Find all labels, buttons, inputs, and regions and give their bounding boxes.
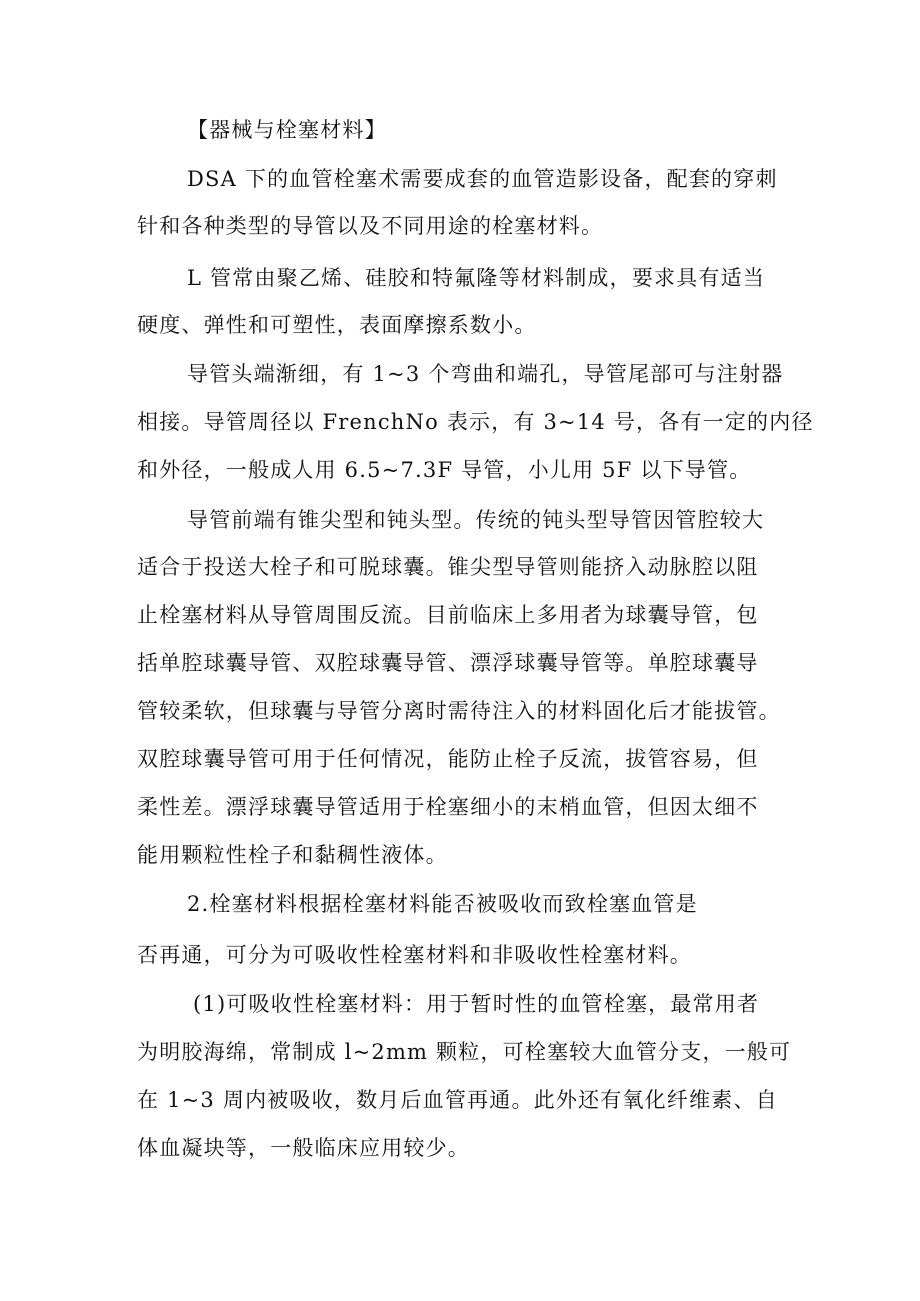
paragraph-line: 针和各种类型的导管以及不同用途的栓塞材料。: [137, 214, 604, 238]
paragraph-line: 止栓塞材料从导管周围反流。目前临床上多用者为球囊导管，包: [137, 603, 759, 627]
paragraph-line: 导管前端有锥尖型和钝头型。传统的钝头型导管因管腔较大: [187, 508, 765, 532]
paragraph-line: 双腔球囊导管可用于任何情况，能防止栓子反流，拔管容易，但: [137, 747, 759, 771]
paragraph-line: 体血凝块等，一般临床应用较少。: [137, 1136, 470, 1160]
paragraph-line: 硬度、弹性和可塑性，表面摩擦系数小。: [137, 313, 537, 337]
paragraph-line: L 管常由聚乙烯、硅胶和特氟隆等材料制成，要求具有适当: [187, 266, 766, 290]
paragraph-line: 为明胶海绵，常制成 l~2mm 颗粒，可栓塞较大血管分支，一般可: [137, 1040, 792, 1064]
paragraph-line: DSA 下的血管栓塞术需要成套的血管造影设备，配套的穿刺: [187, 167, 778, 191]
paragraph-line: 2.栓塞材料根据栓塞材料能否被吸收而致栓塞血管是: [187, 892, 698, 916]
paragraph-line: 能用颗粒性栓子和黏稠性液体。: [137, 843, 448, 867]
paragraph-line: 导管头端渐细，有 1~3 个弯曲和端孔，导管尾部可与注射器: [187, 362, 784, 386]
section-heading: 【器械与栓塞材料】: [187, 118, 387, 142]
paragraph-line: 否再通，可分为可吸收性栓塞材料和非吸收性栓塞材料。: [137, 943, 692, 967]
paragraph-line: 和外径，一般成人用 6.5~7.3F 导管，小儿用 5F 以下导管。: [137, 458, 752, 482]
paragraph-line: 适合于投送大栓子和可脱球囊。锥尖型导管则能挤入动脉腔以阻: [137, 555, 759, 579]
paragraph-line: 柔性差。漂浮球囊导管适用于栓塞细小的末梢血管，但因太细不: [137, 795, 759, 819]
paragraph-line: (1)可吸收性栓塞材料：用于暂时性的血管栓塞，最常用者: [193, 992, 760, 1016]
paragraph-line: 管较柔软，但球囊与导管分离时需待注入的材料固化后才能拔管。: [137, 699, 781, 723]
paragraph-line: 相接。导管周径以 FrenchNo 表示，有 3~14 号，各有一定的内径: [137, 410, 814, 434]
paragraph-line: 在 1~3 周内被吸收，数月后血管再通。此外还有氧化纤维素、自: [137, 1088, 778, 1112]
paragraph-line: 括单腔球囊导管、双腔球囊导管、漂浮球囊导管等。单腔球囊导: [137, 651, 759, 675]
